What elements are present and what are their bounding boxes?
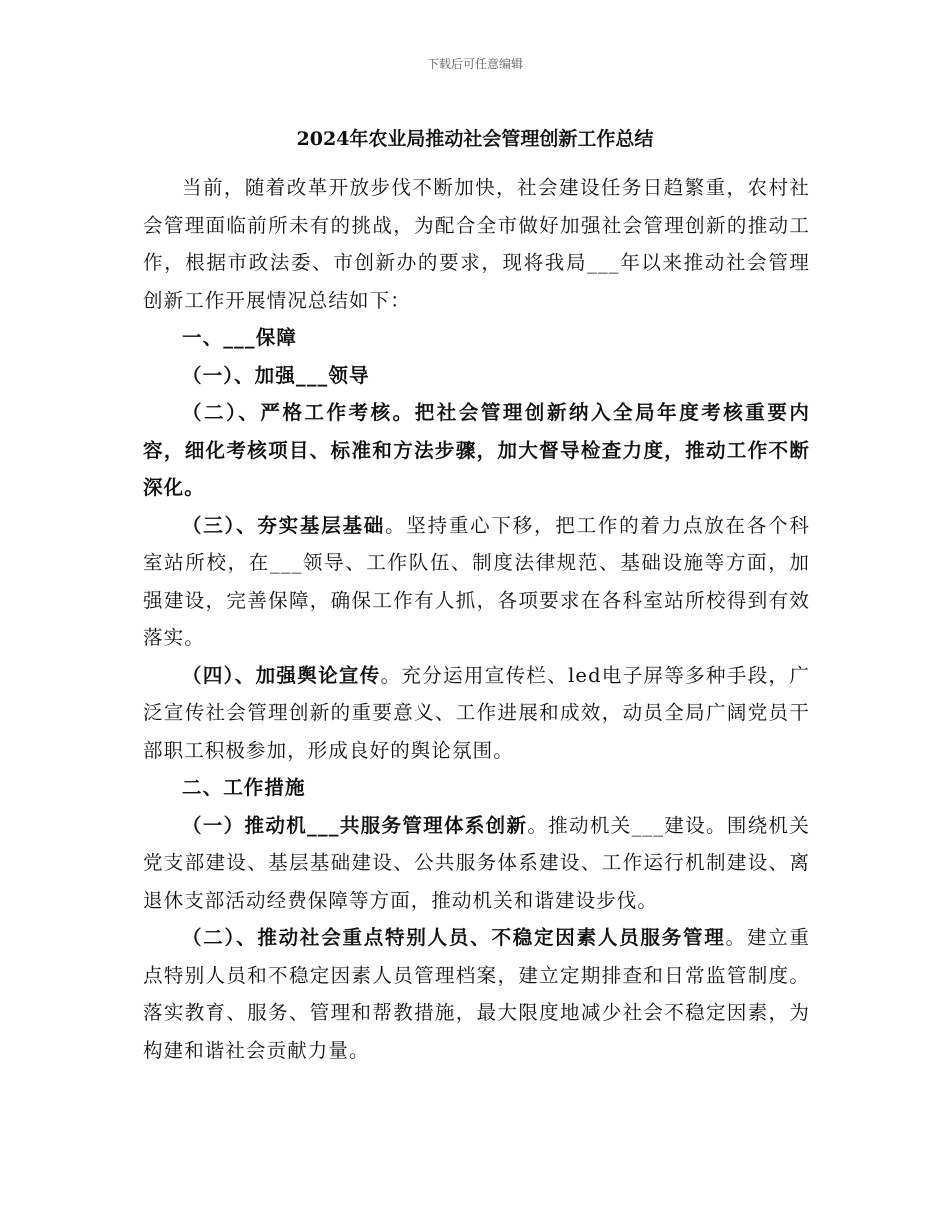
- paragraph-2-1: （一）推动机___共服务管理体系创新。推动机关___建设。围绕机关党支部建设、基层基础建设、公共服务体系建设、工作运行机制建设、离退休支部活动经费保障等方面，推动机关和谐建设步伐。: [143, 813, 810, 912]
- header-note: 下载后可任意编辑: [426, 57, 523, 71]
- paragraph-1-4: （四）、加强舆论宣传。充分运用宣传栏、led电子屏等多种手段，广泛宣传社会管理创新的重要意义、工作进展和成效，动员全局广阔党员干部职工积极参加，形成良好的舆论氛围。: [143, 663, 810, 762]
- paragraph-2-2: （二）、推动社会重点特别人员、不稳定因素人员服务管理。建立重点特别人员和不稳定因素人员管理档案，建立定期排查和日常监管制度。落实教育、服务、管理和帮教措施，最大限度地减少社会不稳定因素，为构建和谐社会贡献力量。: [143, 926, 810, 1062]
- paragraph-1-3: （三）、夯实基层基础。坚持重心下移，把工作的着力点放在各个科室站所校，在___领导、工作队伍、制度法律规范、基础设施等方面，加强建设，完善保障，确保工作有人抓，各项要求在各科室站所校得到有效落实。: [143, 513, 810, 649]
- heading-section-2: 二、工作措施: [182, 776, 306, 799]
- document-body: [143, 169, 810, 1069]
- heading-section-1: 一、___保障: [182, 326, 297, 349]
- paragraph-intro: 当前，随着改革开放步伐不断加快，社会建设任务日趋繁重，农村社会管理面临前所未有的挑战，为配合全市做好加强社会管理创新的推动工作，根据市政法委、市创新办的要求，现将我局___年以来推动社会管理创新工作开展情况总结如下：: [143, 176, 810, 312]
- paragraph-1-2: （二）、严格工作考核。把社会管理创新纳入全局年度考核重要内容，细化考核项目、标准和方法步骤，加大督导检查力度，推动工作不断深化。: [143, 401, 810, 499]
- heading-1-1: （一）、加强___领导: [182, 363, 370, 387]
- document-title: 2024年农业局推动社会管理创新工作总结: [296, 128, 654, 150]
